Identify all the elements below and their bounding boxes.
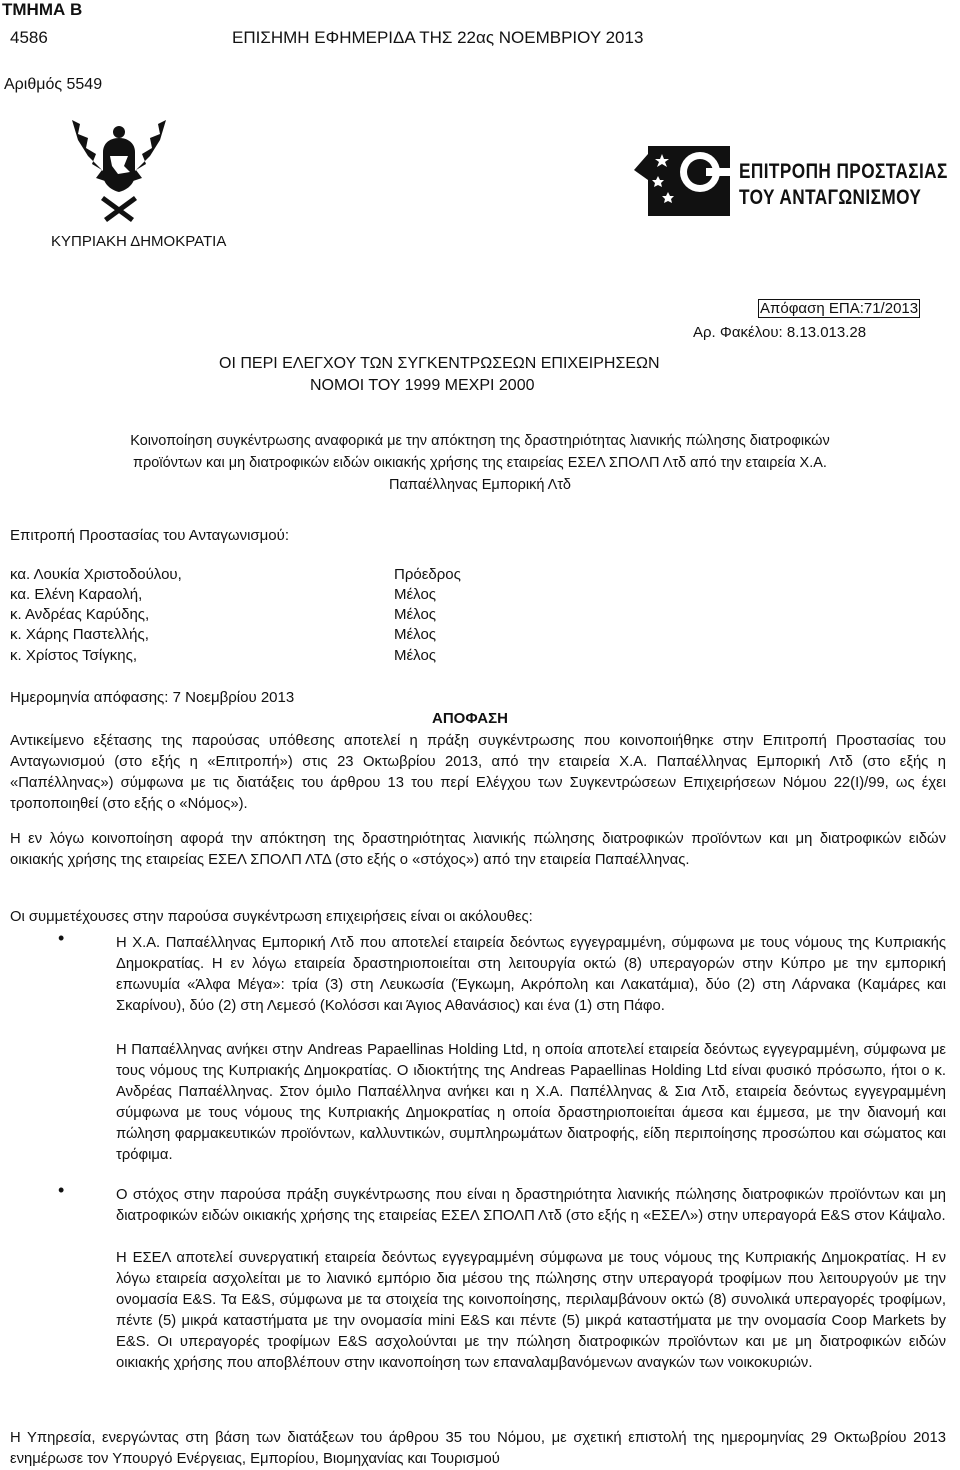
notice-line: προϊόντων και μη διατροφικών ειδών οικιακής χρήσης της εταιρείας ΕΣΕΛ ΣΠΟΛΠ Λτδ από την εταιρεία Χ.Α.: [133, 455, 827, 471]
bullet-paragraph: Ο στόχος στην παρούσα πράξη συγκέντρωσης που είναι η δραστηριότητα λιανικής πώλησης διατροφικών προϊόντων και μη διατροφικών ειδών οικιακής χρήσης της εταιρείας ΕΣΕΛ ΣΠΟΛΠ Λτδ (στο εξής η «ΕΣΕΛ») στην υπεραγορά E&S στον Κάψαλο.: [116, 1187, 946, 1225]
decision-date: Ημερομηνία απόφασης: 7 Νοεμβρίου 2013: [10, 689, 295, 706]
bullet-paragraph: Η ΕΣΕΛ αποτελεί συνεργατική εταιρεία δεόντως εγγεγραμμένη σύμφωνα με τους νόμους της Κυπριακής Δημοκρατίας. Η εν λόγω εταιρεία ασχολείται με το λιανικό εμπόριο δια μέσου της πώλησης στην υπεραγορά τροφίμων που λειτουργούν με την ονομασία E&S. Τα E&S, σύμφωνα με τα στοιχεία της κοινοποίησης, περιλαμβάνουν οκτώ (8) συνολικά υπεραγορές τροφίμων, πέντε (5) μικρά καταστήματα με την ονομασία mini E&S και πέντε (5) μικρά καταστήματα με την ονομασία Coop Markets by E&S. Οι υπεραγορές τροφίμων E&S ασχολούνται με την πώληση διατροφικών προϊόντων και με μη διατροφικών ειδών οικιακής χρήσης που αποβλέπουν στην ικανοποίηση των επαναλαμβανόμενων αναγκών των νοικοκυριών.: [116, 1250, 946, 1372]
member-role: Μέλος: [394, 586, 437, 603]
gazette-title: ΕΠΙΣΗΜΗ ΕΦΗΜΕΡΙΔΑ ΤΗΣ 22ας ΝΟΕΜΒΡΙΟΥ 2013: [232, 28, 644, 47]
page-number: 4586: [10, 28, 48, 47]
bullet-icon: •: [58, 928, 65, 948]
paragraph: Οι συμμετέχουσες στην παρούσα συγκέντρωση επιχειρήσεις είναι οι ακόλουθες:: [10, 909, 533, 925]
bullet-icon: •: [58, 1180, 65, 1200]
laws-title-line1: ΟΙ ΠΕΡΙ ΕΛΕΓΧΟΥ ΤΩΝ ΣΥΓΚΕΝΤΡΩΣΕΩΝ ΕΠΙΧΕΙΡΗΣΕΩΝ: [219, 355, 660, 372]
notice-line: Κοινοποίηση συγκέντρωσης αναφορικά με την απόκτηση της δραστηριότητας λιανικής πώλησης διατροφικών: [130, 433, 830, 449]
member-name: κ. Χρίστος Τσίγκης,: [10, 647, 137, 664]
republic-caption: ΚΥΠΡΙΑΚΗ ΔΗΜΟΚΡΑΤΙΑ: [51, 233, 227, 250]
decision-reference: Απόφαση ΕΠΑ:71/2013: [760, 300, 919, 317]
paragraph: Η Υπηρεσία, ενεργώντας στη βάση των διατάξεων του άρθρου 35 του Νόμου, με σχετική επιστολή της ημερομηνίας 29 Οκτωβρίου 2013 ενημέρωσε τον Υπουργό Ενέργειας, Εμπορίου, Βιομηχανίας και Τουρισμού: [10, 1430, 946, 1467]
notice-subject: [0, 430, 960, 496]
commission-name-line2: ΤΟΥ ΑΝΤΑΓΩΝΙΣΜΟΥ: [739, 186, 922, 209]
paragraph: Η εν λόγω κοινοποίηση αφορά την απόκτηση της δραστηριότητας λιανικής πώλησης διατροφικών προϊόντων και μη διατροφικών ειδών οικιακής χρήσης της εταιρείας ΕΣΕΛ ΣΠΟΛΠ ΛΤΔ (στο εξής ο «στόχος») από την εταιρεία Παπαέλληνας.: [10, 831, 946, 868]
member-role: Μέλος: [394, 647, 437, 664]
notice-line: Παπαέλληνας Εμπορική Λτδ: [389, 477, 571, 493]
decision-title: ΑΠΟΦΑΣΗ: [432, 710, 508, 727]
member-name: κ. Χάρης Παστελλής,: [10, 626, 149, 643]
laws-title-line2: ΝΟΜΟΙ ΤΟΥ 1999 ΜΕΧΡΙ 2000: [310, 377, 535, 394]
member-role: Μέλος: [394, 626, 437, 643]
gazette-section: ΤΜΗΜΑ Β: [2, 0, 83, 19]
member-role: Μέλος: [394, 606, 437, 623]
committee-heading: Επιτροπή Προστασίας του Ανταγωνισμού:: [10, 527, 290, 544]
member-name: κ. Ανδρέας Καρύδης,: [10, 606, 150, 623]
bullet-paragraph: Η Παπαέλληνας ανήκει στην Andreas Papaellinas Holding Ltd, η οποία αποτελεί εταιρεία δεόντως εγγεγραμμένη, σύμφωνα με τους νόμους της Κυπριακής Δημοκρατίας. Ο ιδιοκτήτης της Andreas Papaellinas Holding Ltd είναι φυσικό πρόσωπο, ήτοι ο κ. Ανδρέας Παπαέλληνας. Στον όμιλο Παπαέλληνα ανήκει και η Χ.Α. Παπέλληνας & Σια Λτδ, εταιρεία δεόντως εγγεγραμμένη σύμφωνα με τους νόμους της Κυπριακής Δημοκρατίας η οποία δραστηριοποιείται άμεσα και έμμεσα, με την διανομή και πώληση φαρμακευτικών προϊόντων, καλλυντικών, συμπληρωμάτων διατροφής, είδη περιποίησης προσώπου και σώματος και τρόφιμα.: [116, 1042, 946, 1164]
commission-name-line1: ΕΠΙΤΡΟΠΗ ΠΡΟΣΤΑΣΙΑΣ: [739, 160, 948, 183]
member-role: Πρόεδρος: [394, 566, 461, 583]
member-name: κα. Λουκία Χριστοδούλου,: [10, 566, 182, 583]
competition-commission-logo-icon: [630, 140, 730, 225]
decision-number: Αριθμός 5549: [4, 76, 103, 93]
cyprus-coat-of-arms-icon: [64, 112, 174, 235]
member-name: κα. Ελένη Καραολή,: [10, 586, 143, 603]
paragraph: Αντικείμενο εξέτασης της παρούσας υπόθεσης αποτελεί η πράξη συγκέντρωσης που κοινοποιήθηκε στην Επιτροπή Προστασίας του Ανταγωνισμού (στο εξής η «Επιτροπή») στις 23 Οκτωβρίου 2013, από την εταιρεία Χ.Α. Παπαέλληνας Εμπορική Λτδ (στο εξής η «Παπέλληνας») σύμφωνα με τις διατάξεις του άρθρου 13 του περί Ελέγχου των Συγκεντρώσεων Επιχειρήσεων Νόμου 22(I)/99, ως έχει τροποποιηθεί (στο εξής ο «Νόμος»).: [10, 733, 946, 812]
bullet-paragraph: Η Χ.Α. Παπαέλληνας Εμπορική Λτδ που αποτελεί εταιρεία δεόντως εγγεγραμμένη, σύμφωνα με τους νόμους της Κυπριακής Δημοκρατίας. Η εν λόγω εταιρεία δραστηριοποιείται στη λειτουργία οκτώ (8) υπεραγορών στην Κύπρο με την εμπορική επωνυμία «Άλφα Μέγα»: τρία (3) στη Λευκωσία (Έγκωμη, Ακρόπολη και Λακατάμια), δύο (2) στη Λάρνακα (Καμάρες και Σκαρίνου), δύο (2) στη Λεμεσό (Κολόσσι και Άγιος Αθανάσιος) και ένα (1) στη Πάφο.: [116, 935, 946, 1015]
file-reference: Αρ. Φακέλου: 8.13.013.28: [693, 324, 867, 341]
